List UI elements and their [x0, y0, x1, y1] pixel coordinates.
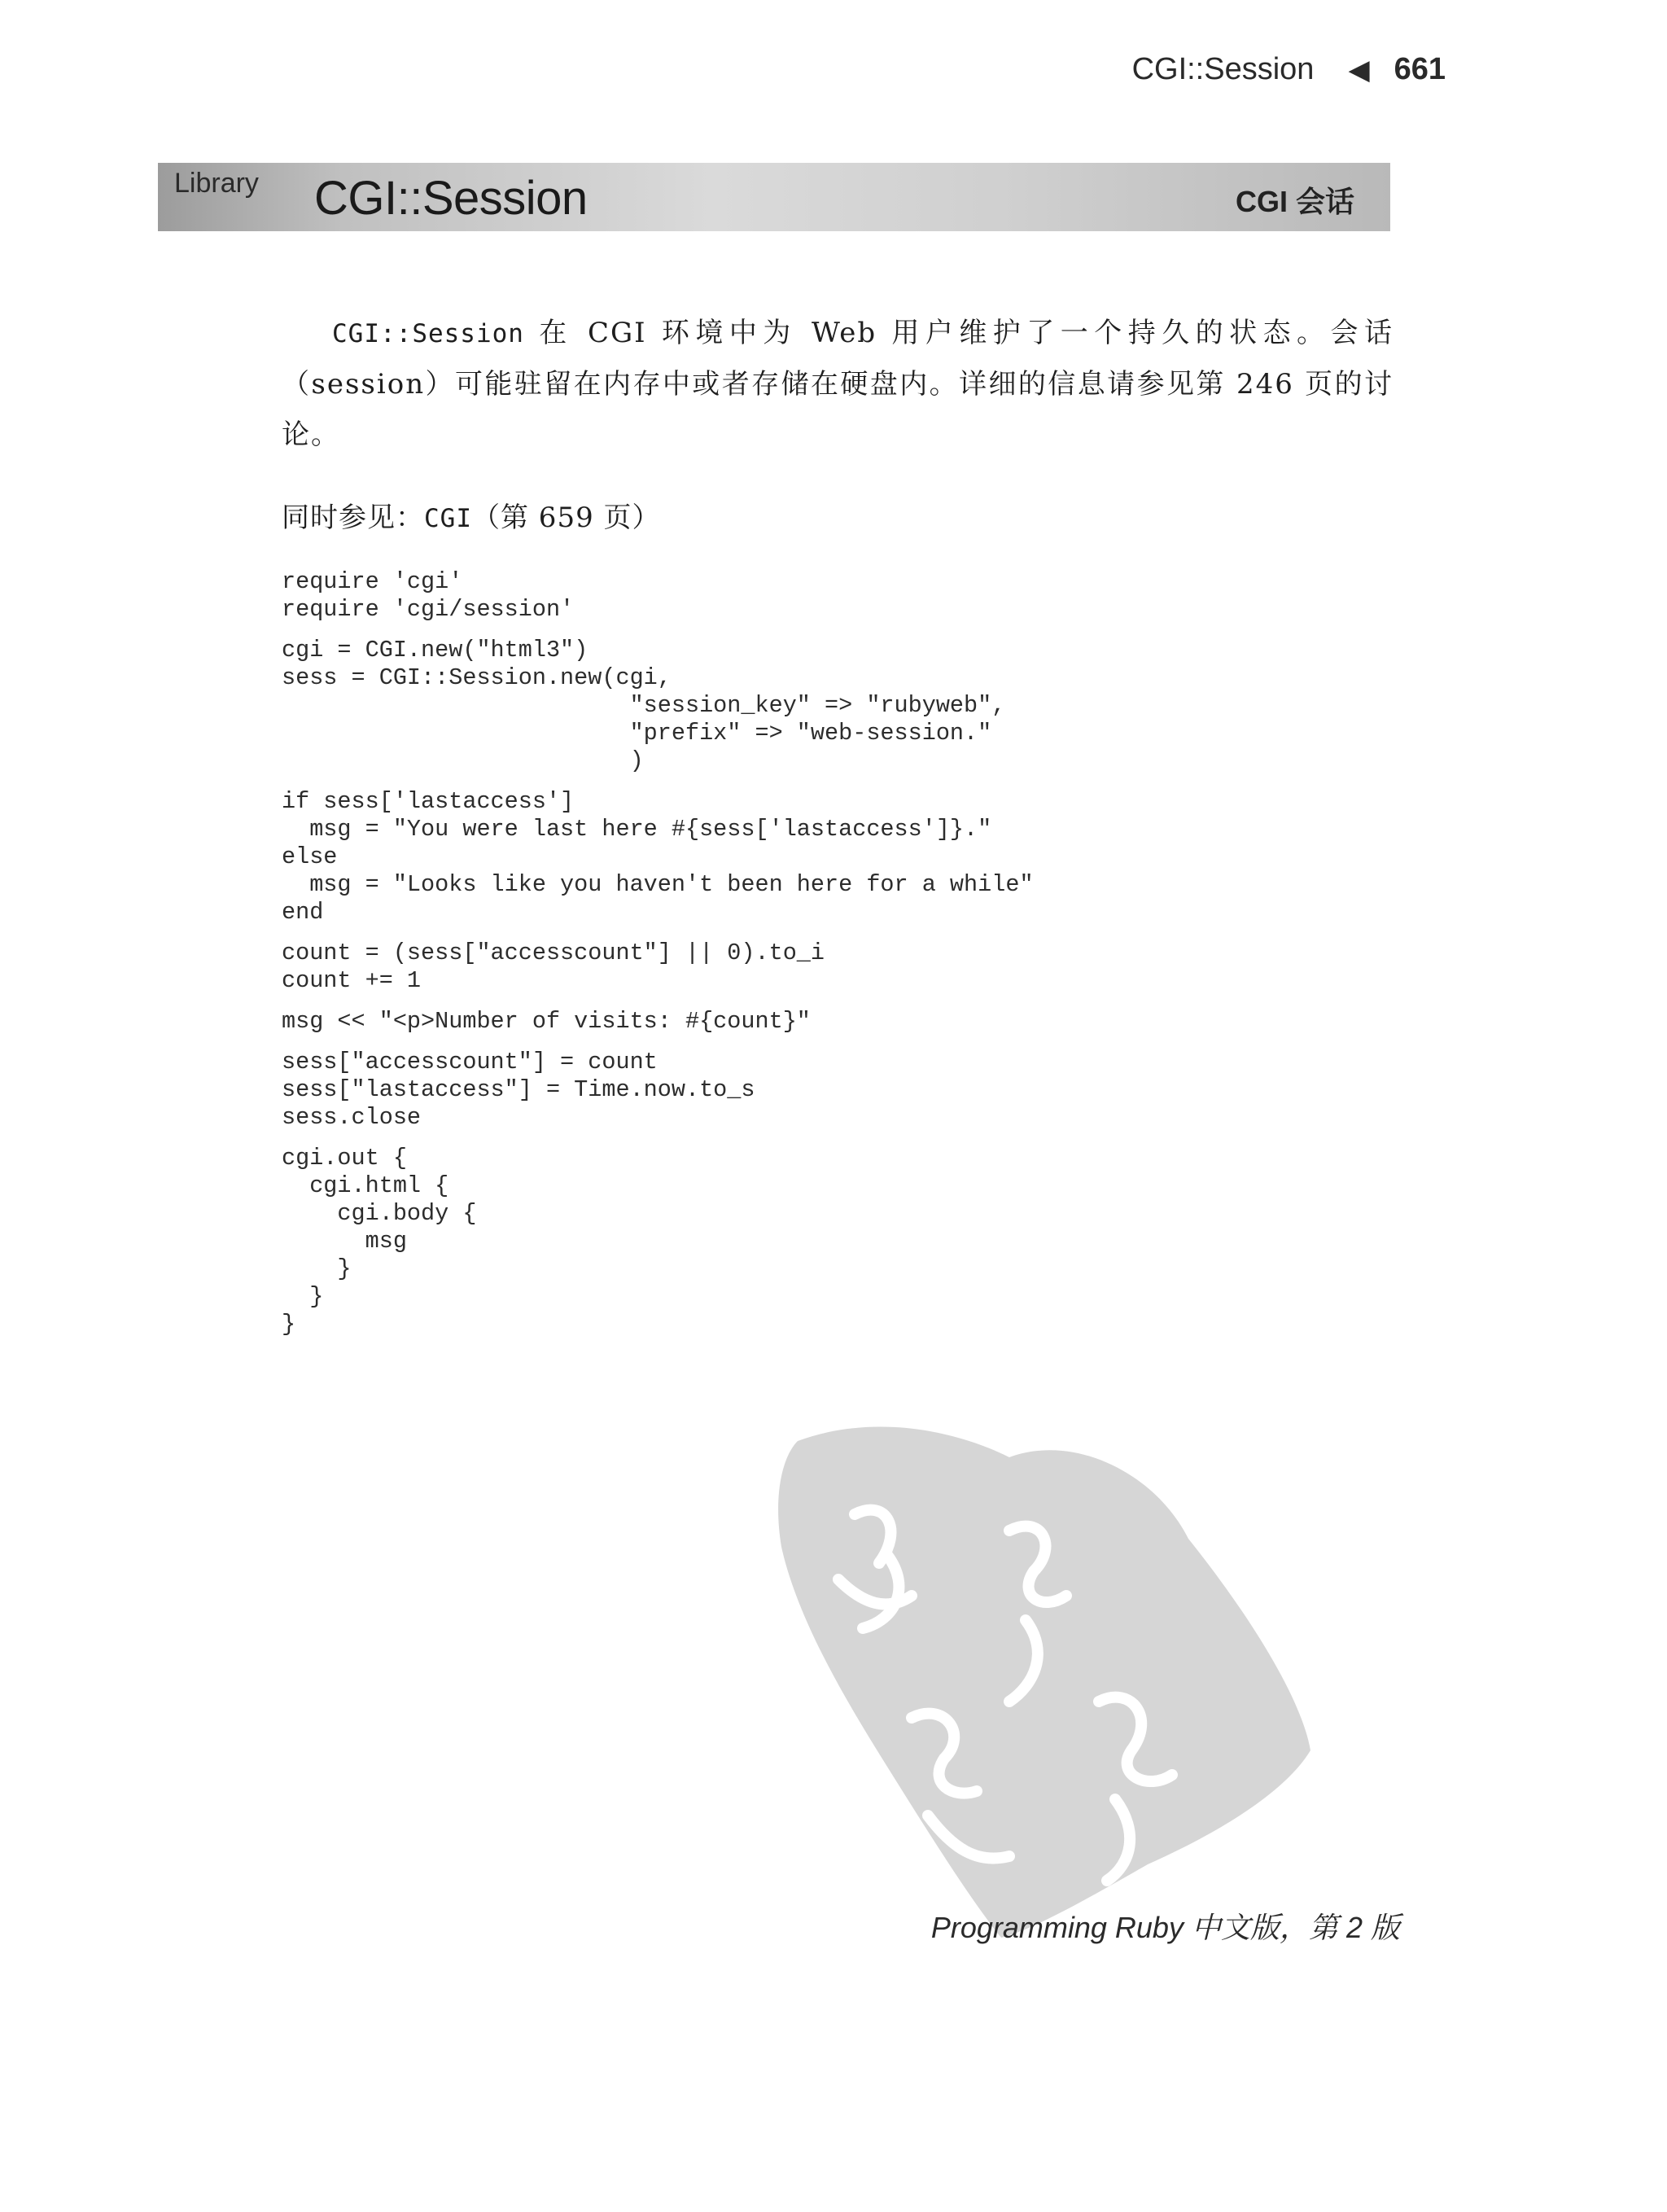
- seal-shape: [778, 1427, 1310, 1938]
- code-line: sess = CGI::Session.new(cgi,: [282, 664, 672, 691]
- code-line: }: [282, 1311, 296, 1338]
- code-line: msg << "<p>Number of visits: #{count}": [282, 1008, 811, 1035]
- banner-cn-title: CGI 会话: [1235, 185, 1354, 218]
- code-line: if sess['lastaccess']: [282, 788, 575, 815]
- code-block-gap: [282, 624, 1034, 637]
- banner-tag: Library: [174, 168, 259, 199]
- left-triangle-icon: ◀: [1348, 54, 1370, 85]
- library-banner: [158, 163, 1390, 231]
- code-listing: [282, 568, 1034, 1338]
- code-line: end: [282, 899, 324, 926]
- code-line: cgi.body {: [282, 1200, 477, 1227]
- code-line: ): [282, 747, 644, 774]
- code-line: msg = "Looks like you haven't been here for a while": [282, 871, 1034, 898]
- running-head-section: CGI::Session: [1131, 52, 1315, 86]
- intro-text: 在 CGI 环境中为 Web 用户维护了一个持久的状态。会话（session）可能驻留在内存中或者存储在硬盘内。详细的信息请参见第 246 页的讨论。: [282, 317, 1394, 451]
- code-line: "session_key" => "rubyweb",: [282, 692, 1006, 719]
- code-block-gap: [282, 775, 1034, 788]
- code-line: }: [282, 1255, 352, 1282]
- running-head: [1132, 52, 1446, 87]
- code-line: cgi.html {: [282, 1172, 449, 1199]
- code-block-gap: [282, 1132, 1034, 1145]
- intro-paragraph: [282, 308, 1394, 460]
- code-line: cgi = CGI.new("html3"): [282, 637, 588, 664]
- code-line: cgi.out {: [282, 1145, 407, 1172]
- code-block-gap: [282, 926, 1034, 940]
- code-line: sess["accesscount"] = count: [282, 1049, 658, 1075]
- see-also-ref: CGI: [424, 504, 472, 533]
- see-also-label: 同时参见：: [282, 502, 424, 534]
- code-line: require 'cgi': [282, 568, 463, 595]
- intro-lead-code: CGI::Session: [332, 319, 524, 348]
- see-also: [282, 495, 661, 535]
- footer-book-title: Programming Ruby 中文版，第 2 版: [930, 1911, 1400, 1944]
- code-line: sess["lastaccess"] = Time.now.to_s: [282, 1076, 755, 1103]
- code-line: "prefix" => "web-session.": [282, 720, 992, 747]
- seal-stamp: [765, 1408, 1319, 1946]
- code-line: sess.close: [282, 1104, 422, 1131]
- code-block-gap: [282, 1036, 1034, 1049]
- banner-title: CGI::Session: [314, 172, 588, 225]
- see-also-page: （第 659 页）: [472, 502, 661, 534]
- code-line: }: [282, 1283, 324, 1310]
- code-block-gap: [282, 995, 1034, 1008]
- code-line: require 'cgi/session': [282, 596, 575, 623]
- code-line: else: [282, 843, 338, 870]
- code-line: msg = "You were last here #{sess['lastaccess']}.": [282, 816, 992, 843]
- page-number: 661: [1394, 52, 1446, 86]
- code-line: msg: [282, 1228, 407, 1255]
- code-line: count = (sess["accesscount"] || 0).to_i: [282, 940, 825, 966]
- code-line: count += 1: [282, 967, 422, 994]
